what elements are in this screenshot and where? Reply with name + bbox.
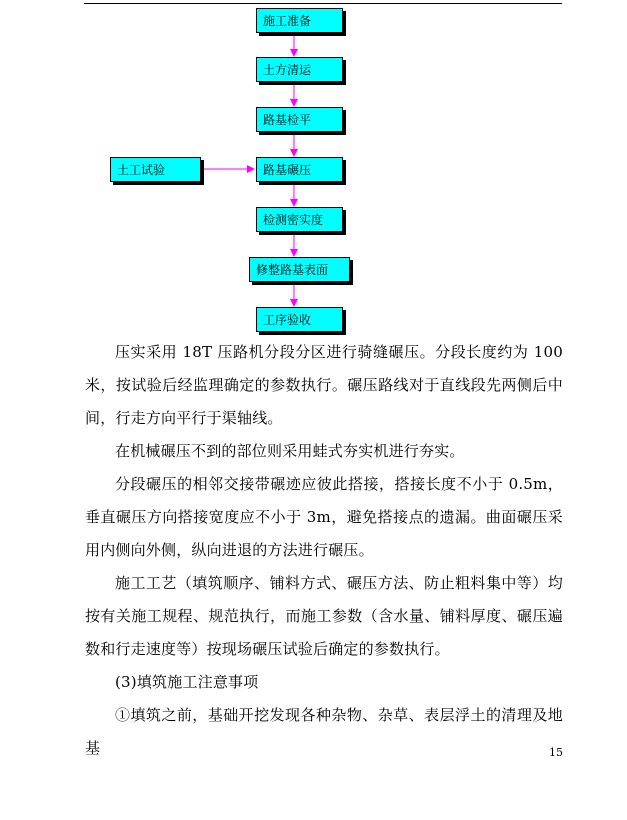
flow-step-5-label: 检测密实度: [263, 213, 324, 227]
flow-step-4-label: 路基碾压: [263, 163, 312, 177]
paragraph-compaction: 压实采用 18T 压路机分段分区进行骑缝碾压。分段长度约为 100 米，按试验后经监理确定的参数执行。碾压路线对于直线段先两侧后中间，行走方向平行于渠轴线。: [85, 343, 563, 427]
paragraph-notes-1: ①填筑之前，基础开挖发现各种杂物、杂草、表层浮土的清理及地基: [85, 706, 563, 757]
paragraph-overlap: 分段碾压的相邻交接带碾迹应彼此搭接，搭接长度不小于 0.5m，垂直碾压方向搭接宽度应不小于 3m，避免搭接点的遗漏。曲面碾压采用内侧向外侧，纵向进退的方法进行碾压。: [85, 475, 563, 559]
flow-step-7-label: 工序验收: [263, 313, 312, 327]
flow-step-6: [249, 257, 350, 282]
flow-step-7: [256, 307, 343, 332]
flow-side-input: [110, 157, 201, 182]
section-heading: (3)填筑施工注意事项: [115, 673, 259, 691]
paragraph-process: 施工工艺（填筑顺序、铺料方式、碾压方法、防止粗料集中等）均按有关施工规程、规范执行，而施工参数（含水量、铺料厚度、碾压遍数和行走速度等）按现场碾压试验后确定的参数执行。: [85, 574, 563, 658]
flow-step-1: [256, 8, 343, 33]
page-number: 15: [549, 746, 563, 759]
flow-step-1-label: 施工准备: [263, 14, 312, 28]
flow-step-3: [256, 107, 343, 132]
paragraph-tamping: 在机械碾压不到的部位则采用蛙式夯实机进行夯实。: [115, 442, 465, 460]
flow-step-5: [256, 207, 343, 232]
flow-step-3-label: 路基检平: [263, 113, 312, 127]
flow-step-4: [256, 157, 343, 182]
flow-step-2-label: 土方清运: [263, 63, 312, 77]
flow-step-2: [256, 57, 343, 82]
flow-side-input-label: 土工试验: [117, 163, 166, 177]
flow-step-6-label: 修整路基表面: [256, 263, 329, 277]
header-rule: [84, 3, 562, 4]
